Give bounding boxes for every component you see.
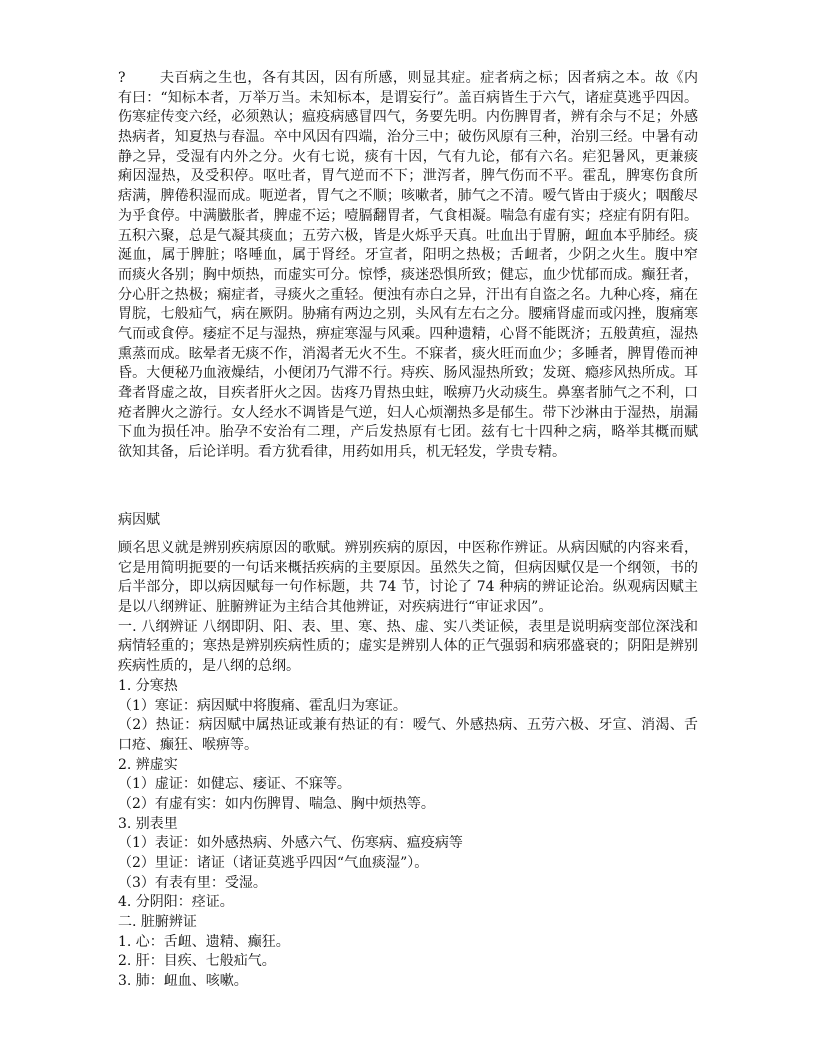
text-line: 下血为损任冲。胎孕不安治有二理，产后发热原有七团。兹有七十四种之病，略举其概而赋 xyxy=(118,424,698,441)
text-line: 气而或食停。痿症不足与湿热，痹症寒湿与风乘。四种遗精，心肾不能既济；五般黄疸，湿热 xyxy=(118,325,698,342)
text-line: 2. 肝：目疾、七般疝气。 xyxy=(118,953,276,970)
text-block xyxy=(118,756,698,776)
text-block xyxy=(118,972,698,992)
text-line: 是以八纲辨证、脏腑辨证为主结合其他辨证，对疾病进行“审证求因”。 xyxy=(118,599,553,616)
text-line: 伤寒症传变六经，必须熟认；瘟疫病感冒四气，务要先明。内伤脾胃者，辨有余与不足；外感 xyxy=(118,109,698,126)
text-line: 痞满，脾倦积湿而成。呃逆者，胃气之不顺；咳嗽者，肺气之不清。嗳气皆由于痰火；咽酸尽 xyxy=(118,188,698,205)
text-line: 疮者脾火之游行。女人经水不调皆是气逆，妇人心烦潮热多是郁生。带下沙淋由于湿热，崩漏 xyxy=(118,404,698,421)
text-line: 有曰：“知标本者，万举万当。未知标本，是谓妄行”。盖百病皆生于六气，诸症莫逃乎四因。 xyxy=(118,89,698,106)
text-block xyxy=(118,913,698,933)
unknown-glyph-marker: ? xyxy=(118,70,126,86)
text-block xyxy=(118,834,698,854)
text-line: 3. 别表里 xyxy=(118,815,178,832)
text-line: 而痰火各别；胸中烦热，而虚实可分。惊悸，痰迷恐惧所致；健忘，血少忧郁而成。癫狂者， xyxy=(118,266,698,283)
text-line: 4. 分阴阳：痉证。 xyxy=(118,894,234,911)
text-line: 五积六聚，总是气凝其痰血；五劳六极，皆是火烁乎天真。吐血出于胃腑，衄血本乎肺经。痰 xyxy=(118,227,698,244)
text-line: 后半部分，即以病因赋每一句作标题，共 74 节，讨论了 74 种病的辨证论治。纵观病因赋主 xyxy=(118,579,698,596)
text-line: （1）表证：如外感热病、外感六气、伤寒病、瘟疫病等 xyxy=(118,835,463,852)
text-line: 顾名思义就是辨别疾病原因的歌赋。辨别疾病的原因，中医称作辨证。从病因赋的内容来看， xyxy=(118,540,698,556)
text-block xyxy=(118,775,698,795)
text-block xyxy=(118,795,698,815)
text-line: 欲知其备，后论详明。看方犹看律，用药如用兵，机无轻发，学贵专精。 xyxy=(118,444,566,461)
text-line: （2）有虚有实：如内伤脾胃、喘急、胸中烦热等。 xyxy=(118,795,435,812)
explanation-section xyxy=(118,539,698,992)
text-line: 静之异，受湿有内外之分。火有七说，痰有十因，气有九论，郁有六名。疟犯暑风，更兼痰 xyxy=(118,148,698,165)
text-line: 昏。大便秘乃血液燥结，小便闭乃气滞不行。痔疾、肠风湿热所致；发斑、瘾疹风热所成。耳 xyxy=(118,365,698,382)
text-block xyxy=(118,933,698,953)
text-line: 胃脘，七般疝气，病在厥阴。胁痛有两边之别，头风有左右之分。腰痛肾虚而或闪挫，腹痛寒 xyxy=(118,306,698,323)
intro-paragraph xyxy=(118,69,698,463)
text-line: 疾病性质的，是八纲的总纲。 xyxy=(118,658,300,675)
text-block xyxy=(118,815,698,835)
text-line: 1. 分寒热 xyxy=(118,677,178,694)
text-block xyxy=(118,874,698,894)
text-block xyxy=(118,893,698,913)
text-line: 二. 脏腑辨证 xyxy=(118,914,197,931)
text-line: （2）里证：诸证（诸证莫逃乎四因“气血痰湿”）。 xyxy=(118,855,429,871)
text-line: （2）热证：病因赋中属热证或兼有热证的有：嗳气、外感热病、五劳六极、牙宣、消渴、舌 xyxy=(118,717,698,734)
text-line: 熏蒸而成。眩晕者无痰不作，消渴者无火不生。不寐者，痰火旺而血少；多睡者，脾胃倦而神 xyxy=(118,345,698,362)
text-block xyxy=(118,716,698,755)
text-line: 痢因湿热，及受积停。呕吐者，胃气逆而不下；泄泻者，脾气伤而不平。霍乱，脾寒伤食所 xyxy=(118,168,698,185)
text-block xyxy=(118,952,698,972)
text-line: 夫百病之生也，各有其因，因有所感，则显其症。症者病之标；因者病之本。故《内 xyxy=(160,70,698,86)
text-block xyxy=(118,539,698,618)
text-block xyxy=(118,854,698,874)
text-line: 热病者，知夏热与春温。卒中风因有四端，治分三中；破伤风原有三种，治别三经。中暑有动 xyxy=(118,129,698,146)
text-line: （1）寒证：病因赋中将腹痛、霍乱归为寒证。 xyxy=(118,697,407,714)
text-line xyxy=(118,69,698,89)
text-block xyxy=(118,697,698,717)
text-line: （3）有表有里：受湿。 xyxy=(118,874,267,891)
section-heading: 病因赋 xyxy=(118,512,160,528)
text-line: 为乎食停。中满臌胀者，脾虚不运；噎膈翻胃者，气食相凝。喘急有虚有实；痉症有阴有阳。 xyxy=(118,207,698,224)
text-line: 3. 肺：衄血、咳嗽。 xyxy=(118,973,248,990)
text-line: 2. 辨虚实 xyxy=(118,756,178,773)
text-line: 1. 心：舌衄、遗精、癫狂。 xyxy=(118,933,290,950)
text-line: 口疮、癫狂、喉痹等。 xyxy=(118,736,258,753)
text-line: 病情轻重的；寒热是辨别疾病性质的；虚实是辨别人体的正气强弱和病邪盛衰的；阴阳是辨别 xyxy=(118,638,698,655)
text-line: （1）虚证：如健忘、痿证、不寐等。 xyxy=(118,776,351,793)
text-line: 一. 八纲辨证 八纲即阴、阳、表、里、寒、热、虚、实八类证候，表里是说明病变部位深浅和 xyxy=(118,618,698,635)
text-line: 聋者肾虚之故，目疾者肝火之因。齿疼乃胃热虫蛀，喉痹乃火动痰生。鼻塞者肺气之不利，口 xyxy=(118,385,698,401)
text-line: 它是用简明扼要的一句话来概括疾病的主要原因。虽然失之简，但病因赋仅是一个纲领，书的 xyxy=(118,559,698,576)
text-line: 分心肝之热极；痫症者，寻痰火之重轻。便浊有赤白之异，汗出有自盗之名。九种心疼，痛在 xyxy=(118,286,698,303)
text-block xyxy=(118,677,698,697)
text-block xyxy=(118,618,698,677)
text-line: 涎血，属于脾脏；咯唾血，属于肾经。牙宣者，阳明之热极；舌衄者，少阴之火生。腹中窄 xyxy=(118,247,698,264)
